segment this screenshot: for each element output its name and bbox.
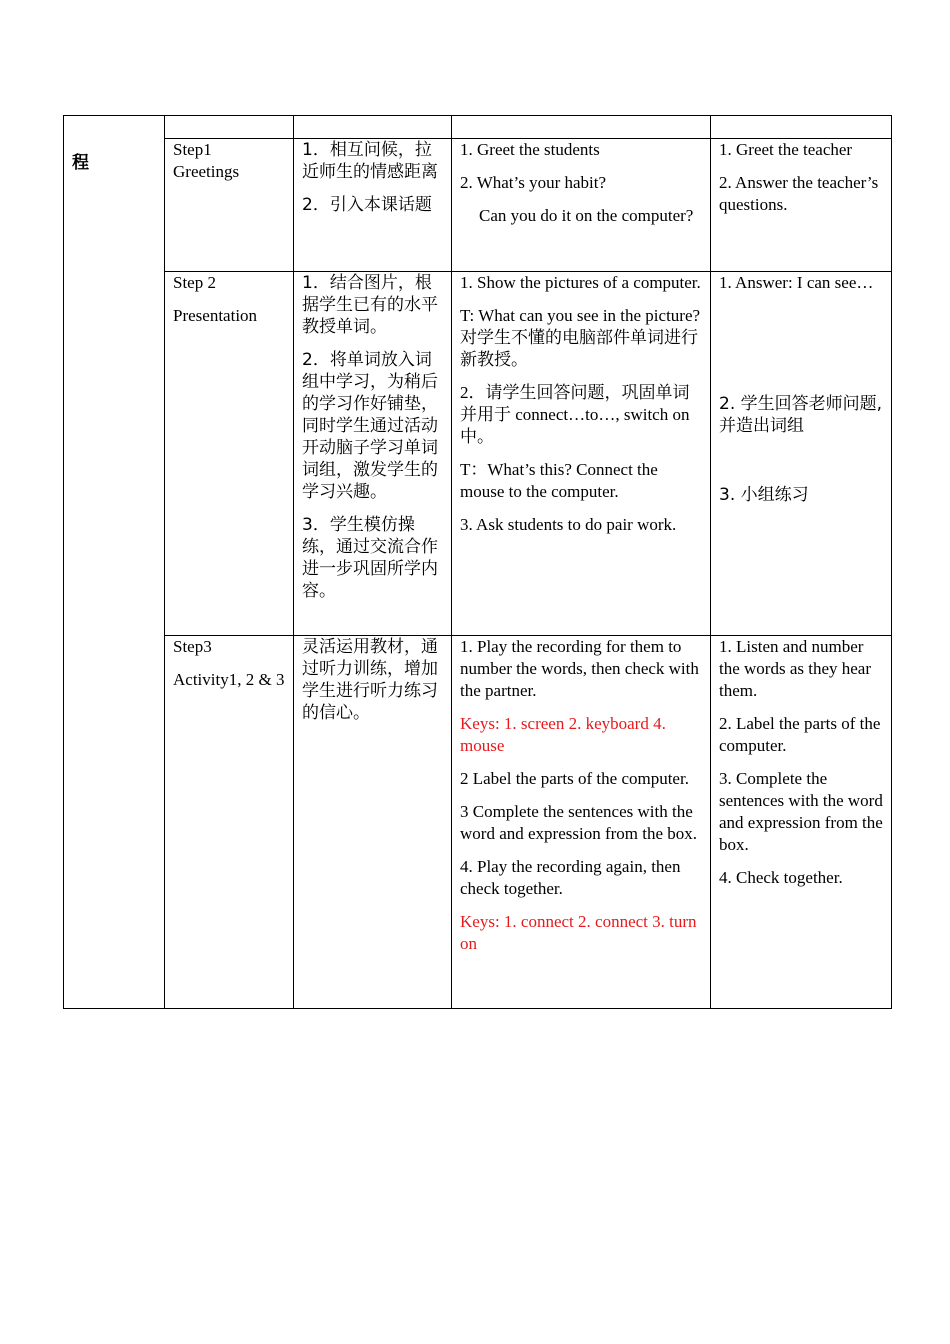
intent-text: 灵活运用教材，通过听力训练，增加学生进行听力练习的信心。 <box>302 637 438 723</box>
step-cell <box>165 636 294 1009</box>
step-cell <box>165 272 294 636</box>
student-activity-text: 2. Label the parts of the computer. <box>719 714 881 755</box>
student-activity-cell <box>711 636 892 1009</box>
teacher-activity-cell <box>452 636 711 1009</box>
intent-cell <box>294 272 452 636</box>
student-activity-text: 3. 小组练习 <box>719 485 809 505</box>
header-cell <box>165 116 294 139</box>
table-row <box>64 272 892 636</box>
step-name: Greetings <box>173 162 240 181</box>
answer-key-text: Keys: 1. screen 2. keyboard 4. mouse <box>460 714 666 755</box>
student-activity-cell <box>711 272 892 636</box>
teacher-activity-text: T：What’s this? Connect the mouse to the computer. <box>460 460 658 501</box>
student-activity-text: 1. Answer: I can see… <box>719 273 874 292</box>
step-name: Presentation <box>173 306 258 325</box>
teacher-activity-text: 2 Label the parts of the computer. <box>460 769 689 788</box>
teacher-activity-text: 1. Play the recording for them to number the words, then check with the partner. <box>460 637 699 700</box>
step-title: Step 2 <box>173 273 216 292</box>
student-activity-text: 1. Listen and number the words as they hear them. <box>719 637 872 700</box>
student-activity-text: 2. 学生回答老师问题, 并造出词组 <box>719 394 883 436</box>
intent-cell <box>294 636 452 1009</box>
side-label-cell <box>64 116 165 1009</box>
step-cell <box>165 139 294 272</box>
intent-text: 2．将单词放入词组中学习，为稍后的学习作好铺垫，同时学生通过活动开动脑子学习单词词组，激发学生的学习兴趣。 <box>302 350 438 502</box>
student-activity-cell <box>711 139 892 272</box>
intent-text: 1．相互问候，拉近师生的情感距离 <box>302 140 438 182</box>
teacher-activity-text: 2．请学生回答问题，巩固单词并用于 connect…to…, switch on 中。 <box>460 383 690 446</box>
intent-cell <box>294 139 452 272</box>
table-header-row <box>64 116 892 139</box>
step-name: Activity1, 2 & 3 <box>173 670 285 689</box>
teacher-activity-text: 2. What’s your habit? <box>460 173 607 192</box>
intent-text: 2．引入本课话题 <box>302 195 432 215</box>
student-activity-text: 3. Complete the sentences with the word and expression from the box. <box>719 769 883 854</box>
teacher-activity-cell <box>452 139 711 272</box>
table-row <box>64 636 892 1009</box>
intent-text: 1．结合图片，根据学生已有的水平教授单词。 <box>302 273 438 337</box>
student-activity-text: 2. Answer the teacher’s questions. <box>719 173 879 214</box>
answer-key-text: Keys: 1. connect 2. connect 3. turn on <box>460 912 697 953</box>
teacher-activity-text: 1. Show the pictures of a computer. <box>460 273 701 292</box>
teacher-activity-text: 3 Complete the sentences with the word and expression from the box. <box>460 802 698 843</box>
teacher-activity-text: Can you do it on the computer? <box>479 206 694 225</box>
table-row <box>64 139 892 272</box>
header-cell <box>294 116 452 139</box>
teacher-activity-text: 3. Ask students to do pair work. <box>460 515 677 534</box>
side-label: 程 <box>72 153 89 173</box>
teacher-activity-cell <box>452 272 711 636</box>
teacher-activity-text: 4. Play the recording again, then check together. <box>460 857 681 898</box>
student-activity-text: 1. Greet the teacher <box>719 140 853 159</box>
student-activity-text: 4. Check together. <box>719 868 843 887</box>
teacher-activity-text: 1. Greet the students <box>460 140 600 159</box>
header-cell <box>452 116 711 139</box>
teacher-activity-text: T: What can you see in the picture? 对学生不懂的电脑部件单词进行新教授。 <box>460 306 701 369</box>
lesson-plan-table <box>63 115 892 1009</box>
intent-text: 3．学生模仿操练，通过交流合作进一步巩固所学内容。 <box>302 515 438 601</box>
step-title: Step3 <box>173 637 212 656</box>
header-cell <box>711 116 892 139</box>
step-title: Step1 <box>173 140 212 159</box>
